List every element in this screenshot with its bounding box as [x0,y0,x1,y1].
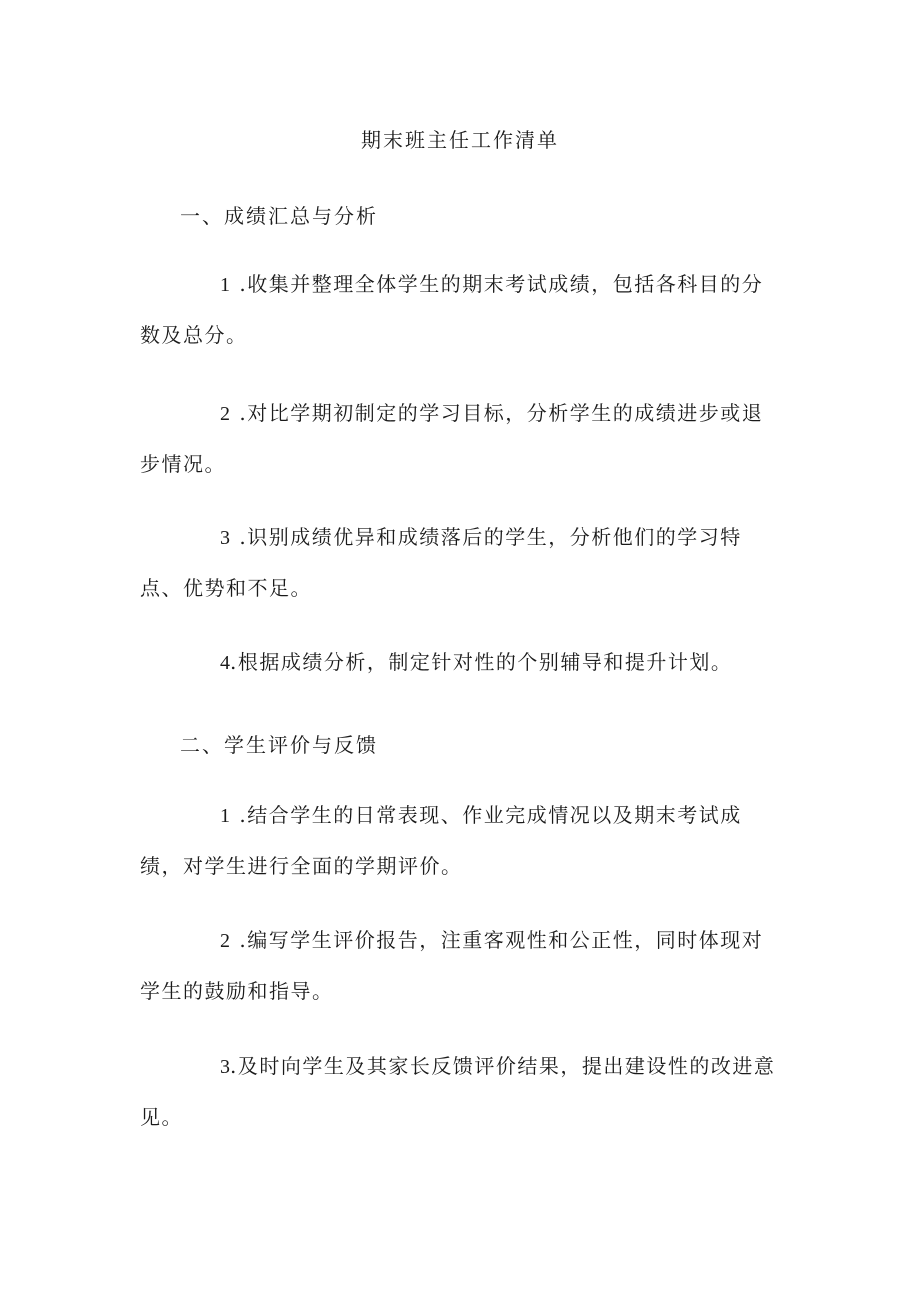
section-heading-2: 二、学生评价与反馈 [180,733,378,757]
item-text: .对比学期初制定的学习目标，分析学生的成绩进步或退步情况。 [140,401,764,476]
list-item [140,512,780,613]
item-text: .根据成绩分析，制定针对性的个别辅导和提升计划。 [230,650,733,674]
item-text: .识别成绩优异和成绩落后的学生，分析他们的学习特点、优势和不足。 [140,525,742,600]
item-number: 4 [220,652,232,674]
item-number: 1 [220,274,232,296]
list-item [140,1041,780,1142]
list-item [140,259,780,360]
item-number: 1 [220,805,232,827]
list-item [140,388,780,489]
item-text: .收集并整理全体学生的期末考试成绩，包括各科目的分数及总分。 [140,272,764,347]
document-title: 期末班主任工作清单 [361,128,559,152]
item-text: .编写学生评价报告，注重客观性和公正性，同时体现对学生的鼓励和指导。 [140,928,764,1003]
item-number: 2 [220,403,232,425]
list-item [140,790,780,891]
item-number: 2 [220,930,232,952]
item-text: .及时向学生及其家长反馈评价结果，提出建设性的改进意见。 [140,1054,776,1129]
item-number: 3 [220,1056,232,1078]
list-item [140,915,780,1016]
section-heading-1: 一、成绩汇总与分析 [180,204,378,228]
list-item [140,637,780,688]
item-text: .结合学生的日常表现、作业完成情况以及期末考试成绩，对学生进行全面的学期评价。 [140,803,742,878]
item-number: 3 [220,527,232,549]
